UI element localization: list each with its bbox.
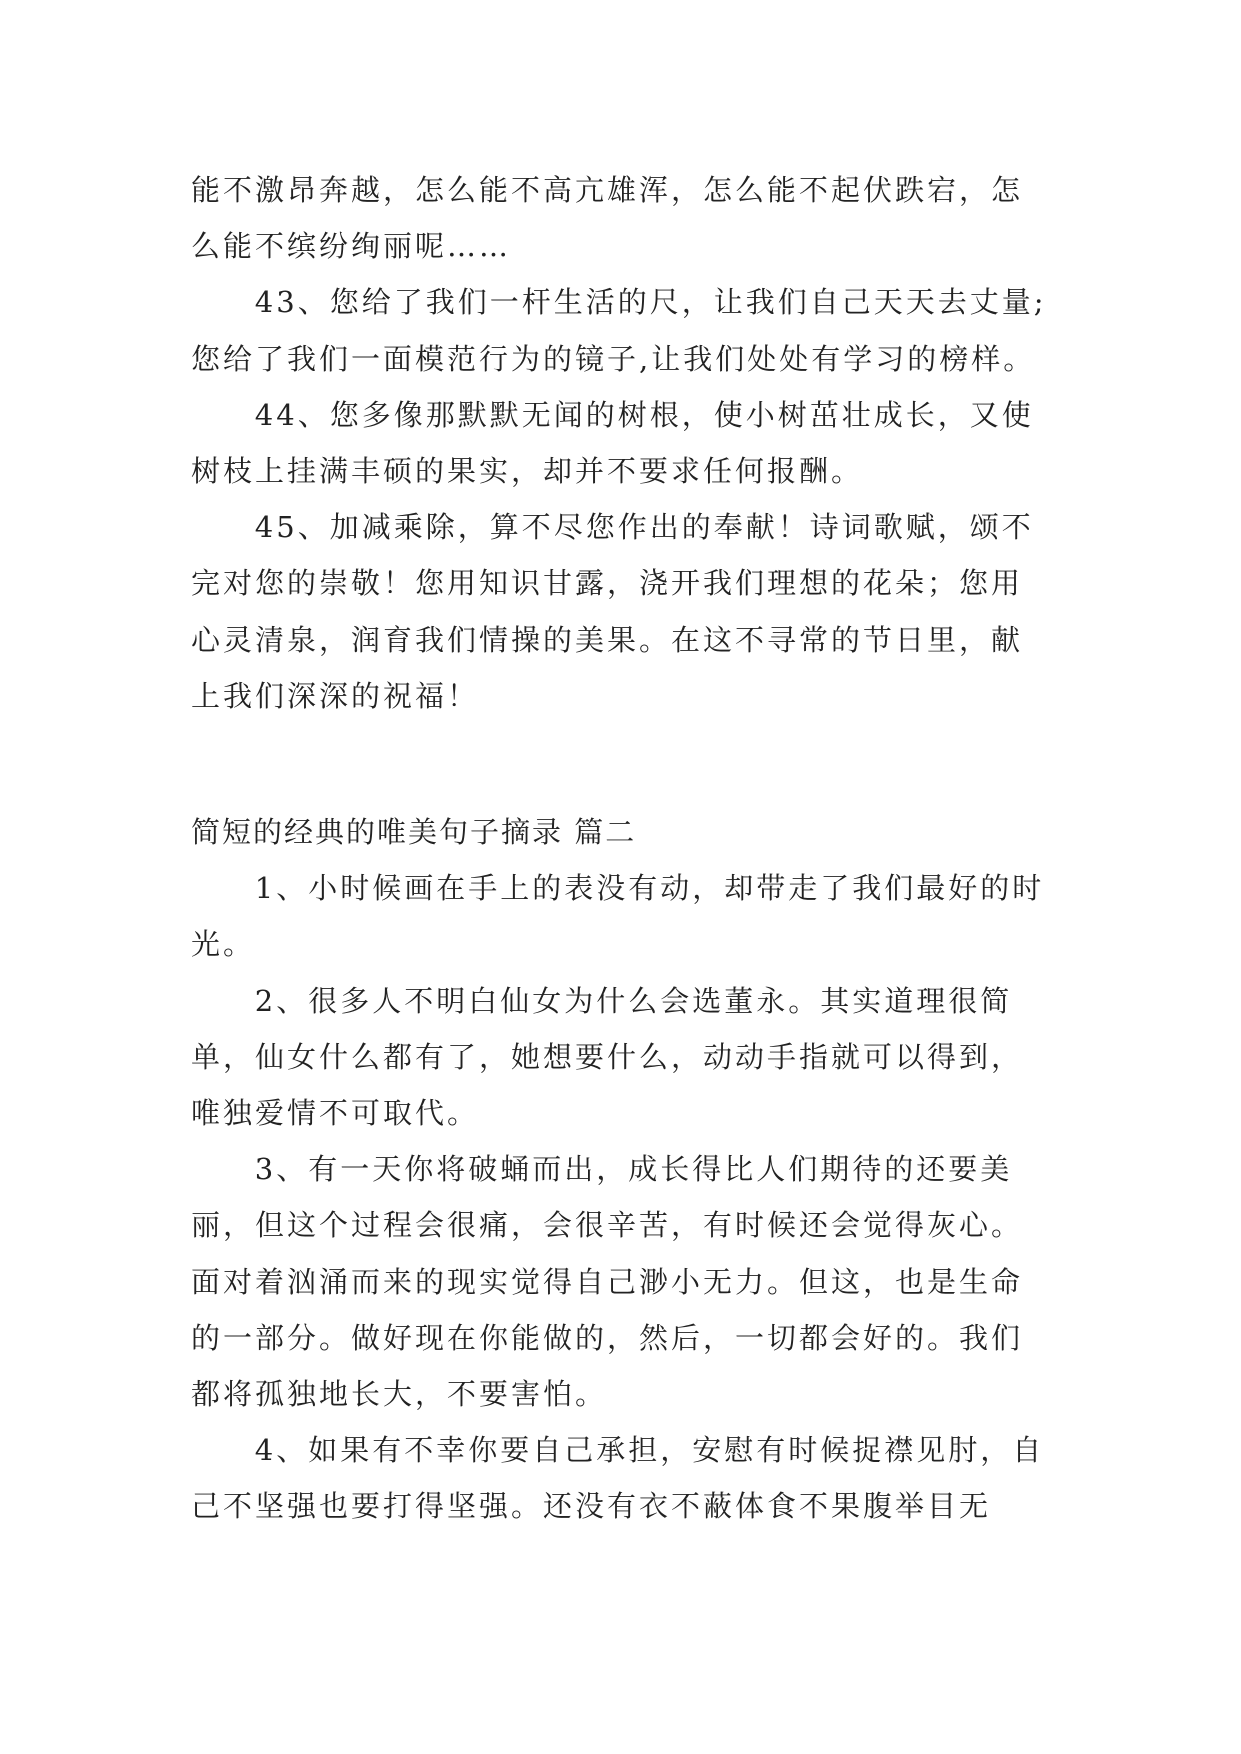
paragraph-2: 2、很多人不明白仙女为什么会选董永。其实道理很简单，仙女什么都有了，她想要什么，动动手指就可以得到，唯独爱情不可取代。 — [191, 983, 1024, 1131]
paragraph-44: 44、您多像那默默无闻的树根，使小树茁壮成长，又使树枝上挂满丰硕的果实，却并不要求任何报酬。 — [191, 397, 1034, 489]
paragraph-45: 45、加减乘除，算不尽您作出的奉献！诗词歌赋，颂不完对您的崇敬！您用知识甘露，浇开我们理想的花朵；您用心灵清泉，润育我们情操的美果。在这不寻常的节日里，献上我们深深的祝福！ — [191, 510, 1034, 713]
paragraph-3: 3、有一天你将破蛹而出，成长得比人们期待的还要美丽，但这个过程会很痛，会很辛苦，有时候还会觉得灰心。面对着汹涌而来的现实觉得自己渺小无力。但这，也是生命的一部分。做好现在你能做的，然后，一切都会好的。我们都将孤独地长大，不要害怕。 — [191, 1152, 1024, 1412]
section-spacer — [191, 724, 1051, 804]
paragraph-43: 43、您给了我们一杆生活的尺，让我们自己天天去丈量;您给了我们一面模范行为的镜子,让我们处处有学习的榜样。 — [191, 285, 1047, 376]
continued-paragraph: 能不激昂奔越，怎么能不高亢雄浑，怎么能不起伏跌宕，怎么能不缤纷绚丽呢…… — [191, 173, 1024, 264]
document-body — [191, 162, 1051, 1535]
section-heading: 简短的经典的唯美句子摘录 篇二 — [191, 815, 637, 850]
paragraph-4: 4、如果有不幸你要自己承担，安慰有时候捉襟见肘，自己不坚强也要打得坚强。还没有衣不蔽体食不果腹举目无 — [191, 1433, 1045, 1524]
paragraph-1: 1、小时候画在手上的表没有动，却带走了我们最好的时光。 — [191, 871, 1045, 962]
